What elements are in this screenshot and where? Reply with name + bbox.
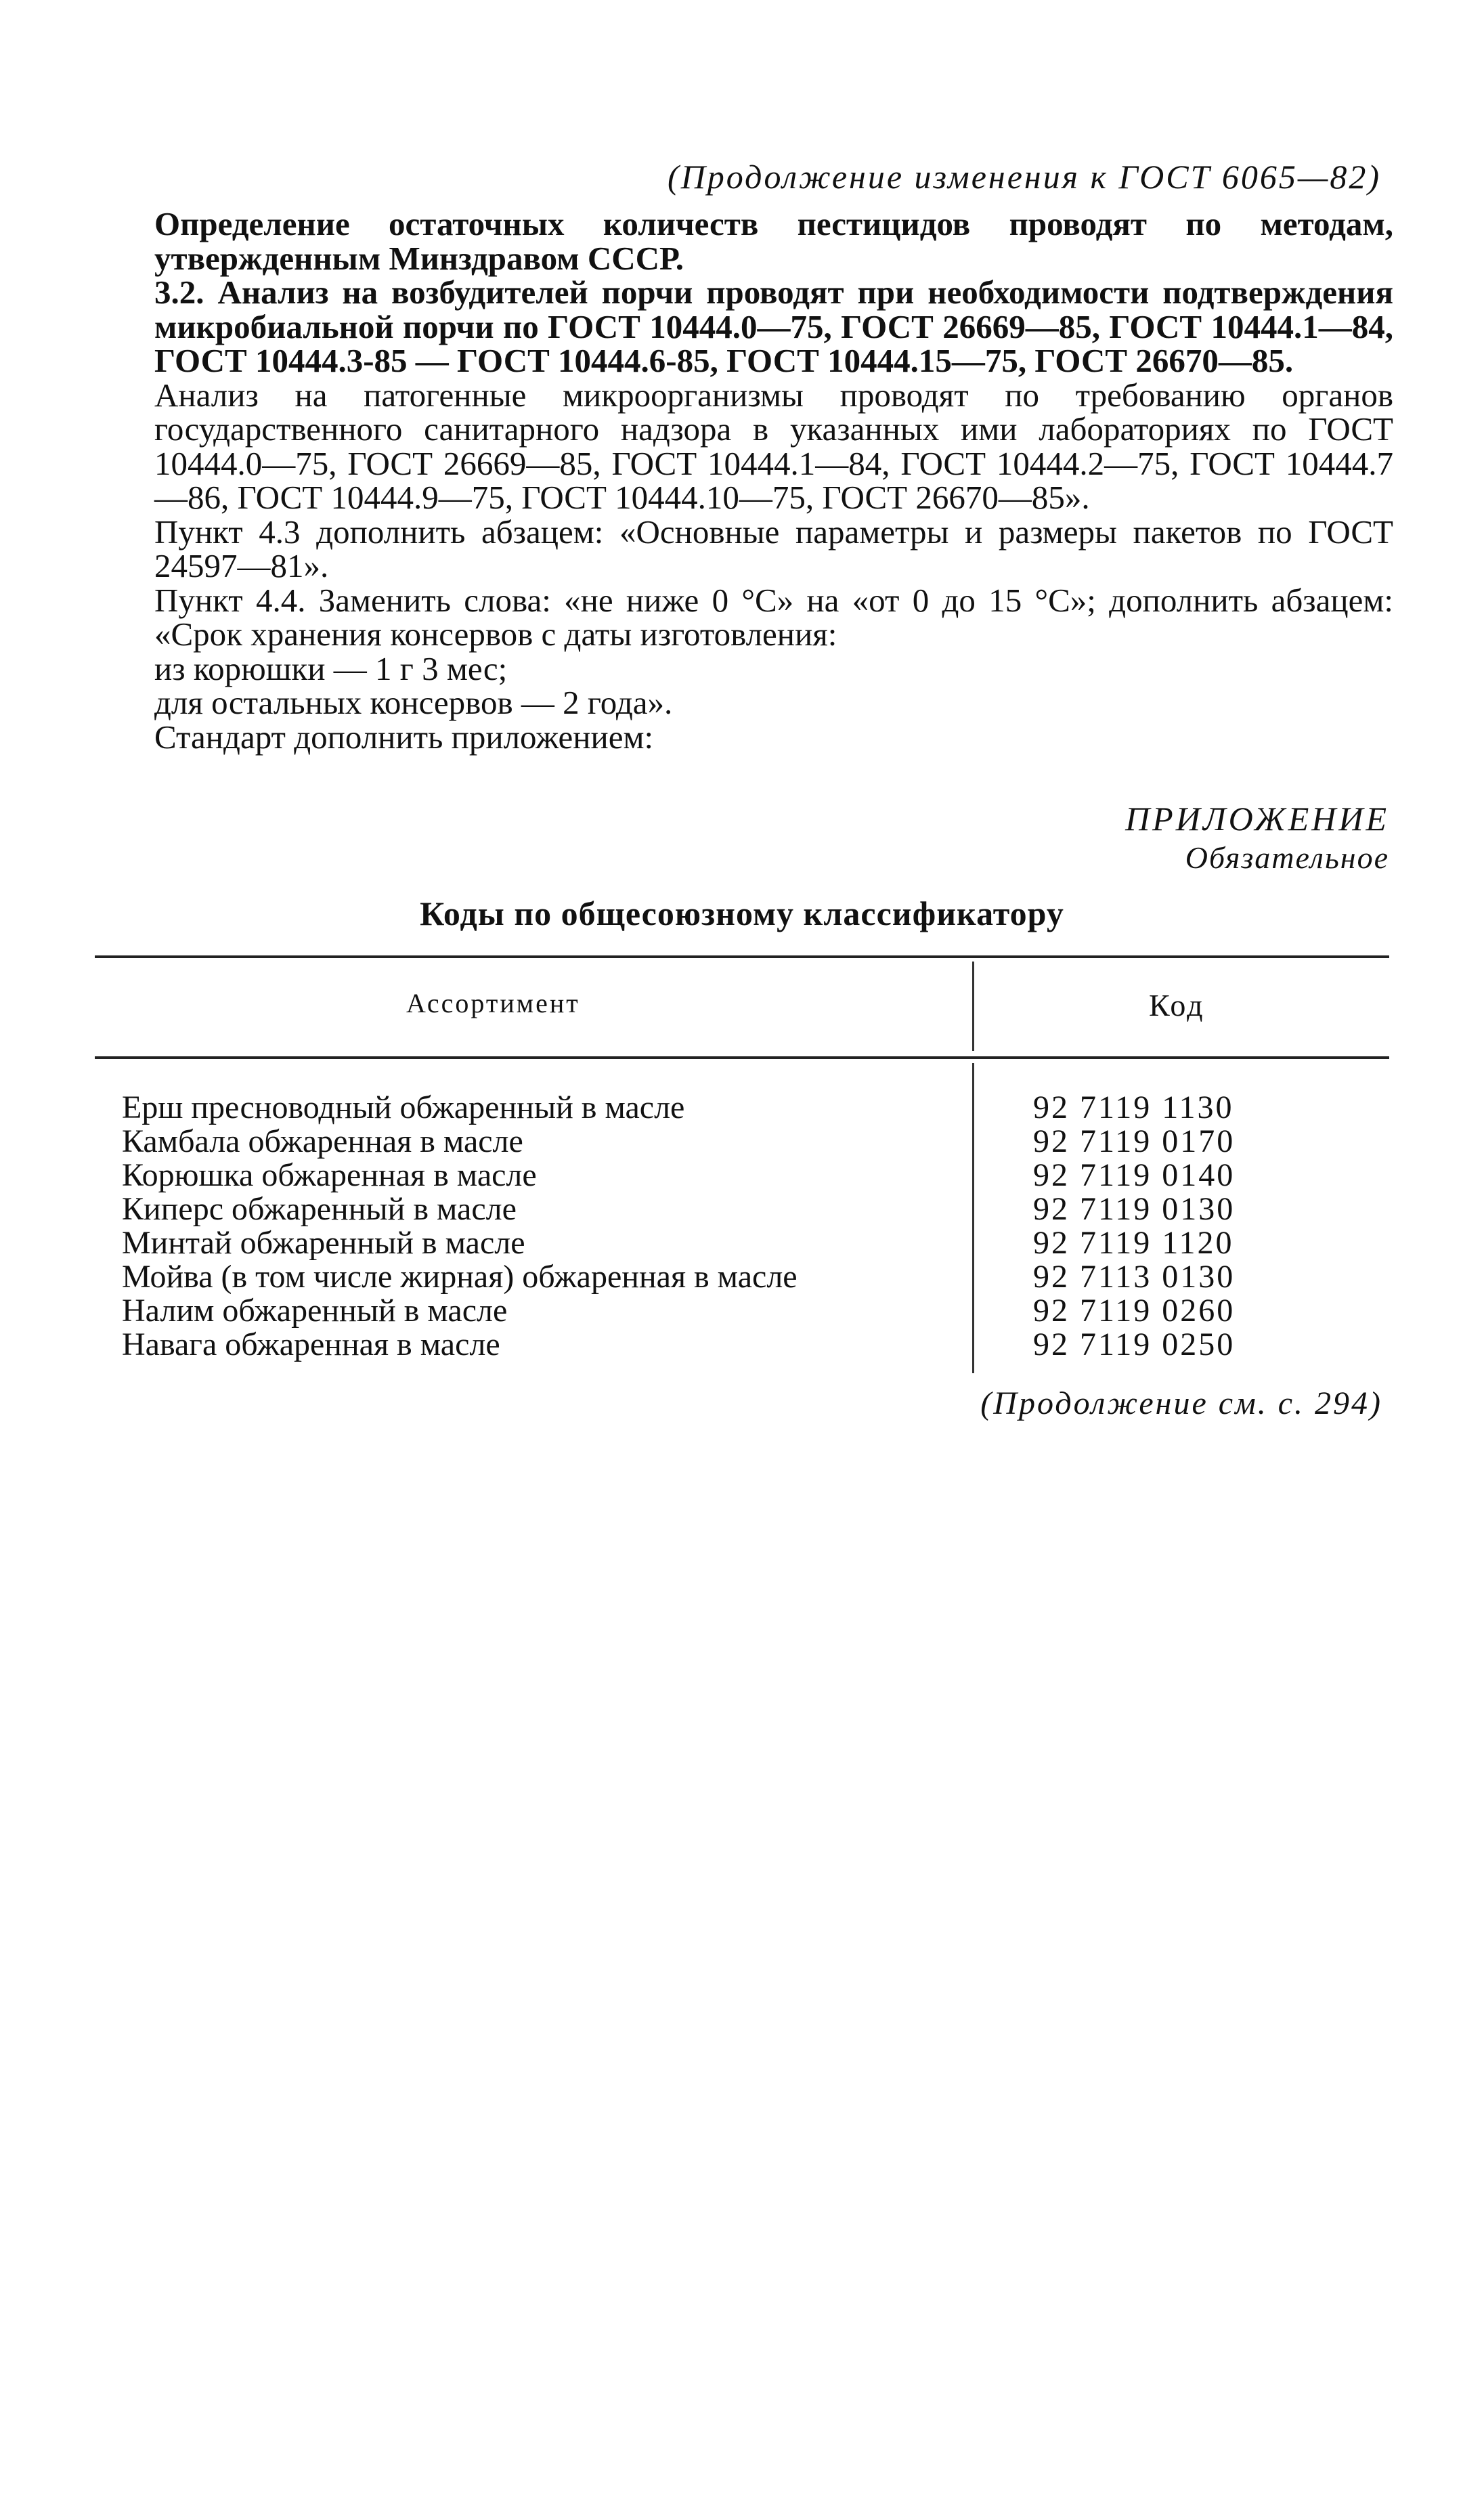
paragraph-spoilage-analysis: 3.2. Анализ на возбудителей порчи проводят при необходимости подтверждения микробиальной порчи по ГОСТ 10444.0—75, ГОСТ 26669—85, ГОСТ 10444.1—84, ГОСТ 10444.3-85 — ГОСТ 10444.6-85, ГОСТ 10444.15—75, ГОСТ 26670—85.: [154, 274, 1393, 379]
row-assortment: Камбала обжаренная в масле: [122, 1123, 523, 1159]
row-code: 92 7119 0250: [1033, 1327, 1236, 1362]
appendix-title: ПРИЛОЖЕНИЕ: [1125, 800, 1389, 838]
row-assortment: Минтай обжаренный в масле: [122, 1225, 525, 1261]
row-assortment: Налим обжаренный в масле: [122, 1293, 508, 1329]
row-code: 92 7119 0170: [1033, 1123, 1236, 1159]
table-row: [0, 1224, 1484, 1261]
table-row: [0, 1157, 1484, 1193]
row-code: 92 7119 0140: [1033, 1157, 1236, 1193]
continuation-note: (Продолжение см. с. 294): [980, 1385, 1382, 1421]
table-body: [0, 1089, 1484, 1360]
table-header-divider: [972, 962, 974, 1051]
table-row: [0, 1190, 1484, 1227]
paragraph-item-4-4: Пункт 4.4. Заменить слова: «не ниже 0 °С» на «от 0 до 15 °С»; дополнить абзацем: «Срок хранения консервов с даты изготовления:: [154, 581, 1393, 653]
table-title: Коды по общесоюзному классификатору: [420, 894, 1064, 932]
paragraph-pesticides: Определение остаточных количеств пестицидов проводят по методам, утвержденным Минздравом СССР.: [154, 205, 1393, 277]
row-assortment: Корюшка обжаренная в масле: [122, 1157, 537, 1193]
table-header-rule: [95, 1056, 1389, 1059]
row-code: 92 7119 1130: [1033, 1090, 1234, 1125]
paragraph-add-appendix: Стандарт дополнить приложением:: [154, 718, 654, 756]
appendix-label: [1125, 799, 1389, 878]
row-assortment: Киперс обжаренный в масле: [122, 1191, 517, 1227]
table-row: [0, 1326, 1484, 1360]
table-row: [0, 1123, 1484, 1157]
column-header-assortment: Ассортимент: [406, 988, 580, 1018]
row-code: 92 7119 1120: [1033, 1225, 1234, 1261]
row-assortment: Навага обжаренная в масле: [122, 1327, 500, 1362]
row-code: 92 7113 0130: [1033, 1259, 1236, 1295]
column-header-code: Код: [1149, 988, 1205, 1022]
row-code: 92 7119 0130: [1033, 1191, 1236, 1227]
table-row: [0, 1292, 1484, 1329]
paragraph-pathogens: Анализ на патогенные микроорганизмы проводят по требованию органов государственного санитарного надзора в указанных ими лабораториях по ГОСТ 10444.0—75, ГОСТ 26669—85, ГОСТ 10444.1—84, ГОСТ 10444.2—75, ГОСТ 10444.7—86, ГОСТ 10444.9—75, ГОСТ 10444.10—75, ГОСТ 26670—85».: [154, 376, 1393, 516]
paragraph-other-shelf-life: для остальных консервов — 2 года».: [154, 684, 673, 721]
appendix-note: Обязательное: [1185, 840, 1389, 875]
row-assortment: Мойва (в том числе жирная) обжаренная в масле: [122, 1259, 798, 1295]
table-row: [0, 1258, 1484, 1295]
paragraph-smelt-shelf-life: из корюшки — 1 г 3 мес;: [154, 649, 508, 687]
table-row: [0, 1089, 1484, 1123]
row-assortment: Ерш пресноводный обжаренный в масле: [122, 1090, 685, 1125]
body-text: [154, 207, 1393, 754]
paragraph-item-4-3: Пункт 4.3 дополнить абзацем: «Основные параметры и размеры пакетов по ГОСТ 24597—81».: [154, 513, 1393, 584]
page-header: (Продолжение изменения к ГОСТ 6065—82): [668, 158, 1381, 196]
table-top-rule: [95, 955, 1389, 958]
row-code: 92 7119 0260: [1033, 1293, 1236, 1329]
